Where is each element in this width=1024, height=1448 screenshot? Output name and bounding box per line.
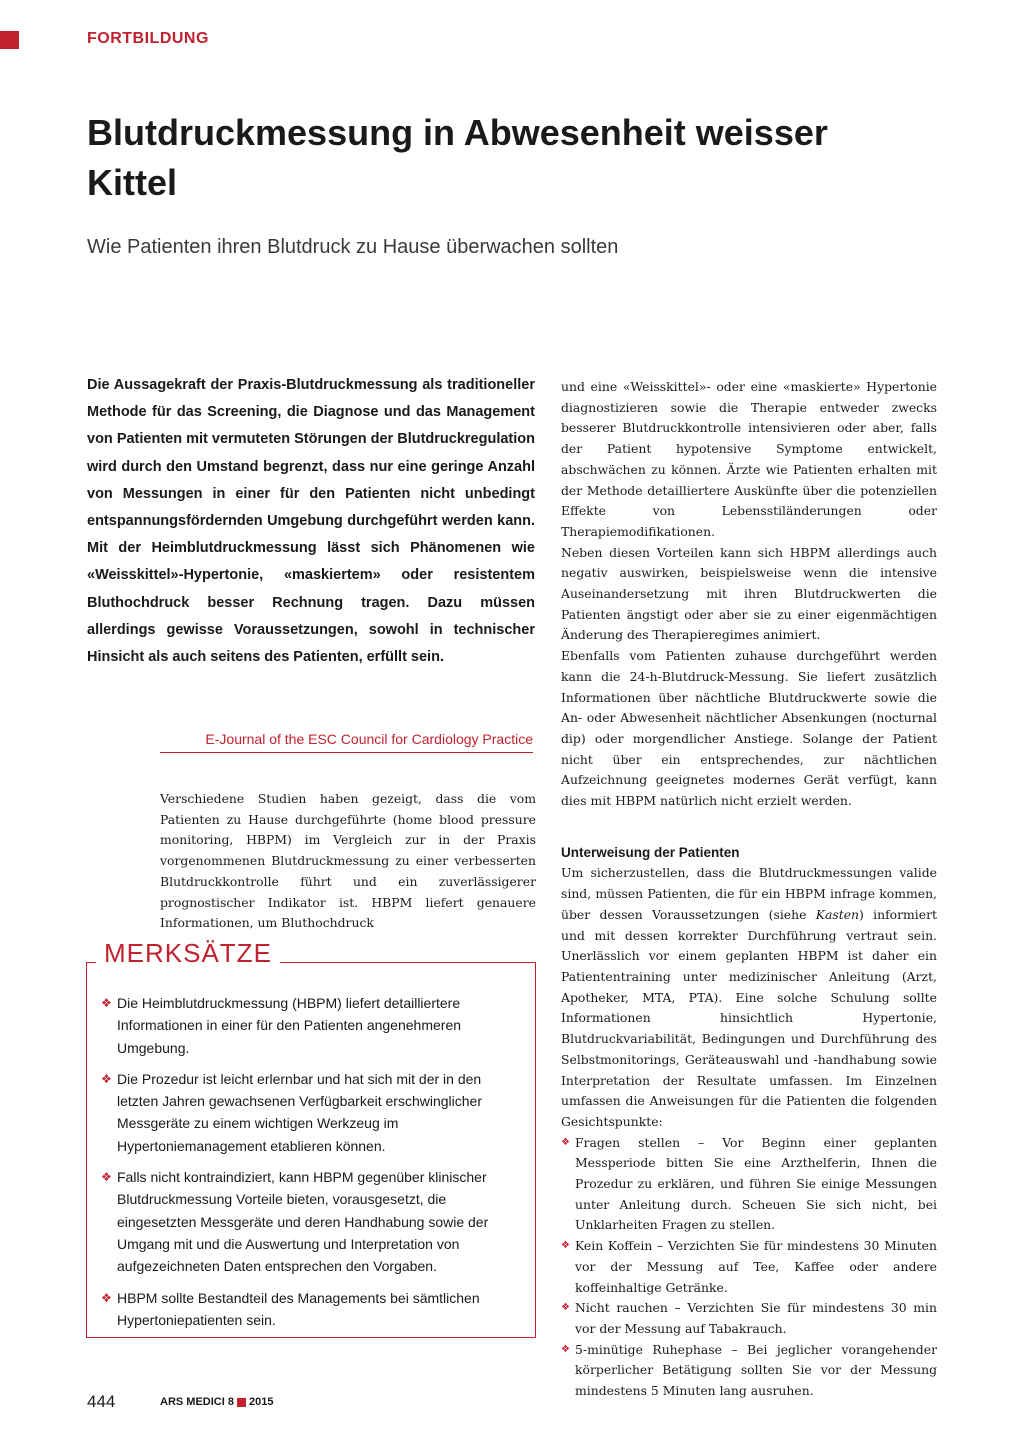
source-credit: E-Journal of the ESC Council for Cardiology Practice bbox=[160, 731, 533, 753]
merksaetze-item-text: Die Heimblutdruckmessung (HBPM) liefert detailliertere Informationen in einer für den Patienten angenehmeren Umgebung. bbox=[117, 995, 462, 1056]
article-title: Blutdruckmessung in Abwesenheit weisser Kittel bbox=[87, 112, 828, 203]
diamond-bullet-icon: ❖ bbox=[101, 1290, 112, 1305]
instruction-text: Fragen stellen – Vor Beginn einer geplanten Messperiode bitten Sie eine Arzthelferin, Ihnen die Prozedur zu erklären, und führen Sie einige Messungen unter Anleitung durch. Scheuen Sie sich nicht, bei Unklarheiten Fragen zu stellen. bbox=[575, 1134, 937, 1233]
article-subtitle: Wie Patienten ihren Blutdruck zu Hause überwachen sollten bbox=[87, 236, 619, 258]
right-body-column bbox=[561, 377, 937, 1402]
merksaetze-item-text: HBPM sollte Bestandteil des Managements bei sämtlichen Hypertoniepatienten sein. bbox=[117, 1289, 480, 1328]
diamond-bullet-icon: ❖ bbox=[561, 1240, 570, 1252]
diamond-bullet-icon: ❖ bbox=[101, 1071, 112, 1086]
diamond-bullet-icon: ❖ bbox=[561, 1343, 570, 1355]
journal-footer bbox=[160, 1396, 273, 1408]
instruction-item bbox=[561, 1236, 937, 1298]
section-marker bbox=[0, 31, 19, 49]
diamond-bullet-icon: ❖ bbox=[101, 1170, 112, 1185]
text-run: ) informiert und mit dessen korrekter Durchführung vertraut sein. Unerlässlich vor einem geplanten HBPM ist daher ein Patiententraining unter medizinischer Anleitung (Arzt, Apotheker, MTA, PTA). Eine solche Schulung sollte Informationen hinsichtlich Hypertonie, Blutdruckvariabilität, Bedingungen und Durchführung des Selbstmonitorings, Geräteauswahl und -handhabung sowie Interpretation der Resultate umfassen. Im Einzelnen umfassen die Anweisungen für die Patienten die folgenden Gesichtspunkte: bbox=[561, 906, 937, 1129]
instruction-text: Kein Koffein – Verzichten Sie für mindestens 30 Minuten vor der Messung auf Tee, Kaffee oder andere koffeinhaltige Getränke. bbox=[575, 1238, 937, 1295]
diamond-bullet-icon: ❖ bbox=[561, 1136, 570, 1148]
body-paragraph: und eine «Weisskittel»- oder eine «maskierte» Hypertonie diagnostizieren sowie die Therapie entweder zwecks besserer Blutdruckkontrolle intensivieren oder aber, falls der Patient hypotensive Symptome entwickelt, abschwächen zu können. Ärzte wie Patienten erhalten mit der Methode detailliertere Auskünfte über die potenziellen Effekte von Lebensstiländerungen oder Therapiemodifikationen. bbox=[561, 379, 937, 539]
instruction-item bbox=[561, 1133, 937, 1237]
merksaetze-item bbox=[101, 1068, 521, 1157]
section-heading: Unterweisung der Patienten bbox=[561, 844, 740, 860]
italic-reference: Kasten bbox=[815, 906, 860, 922]
merksaetze-title: MERKSÄTZE bbox=[96, 936, 280, 970]
body-paragraph: Neben diesen Vorteilen kann sich HBPM allerdings auch negativ auswirken, beispielsweise wenn die intensive Auseinandersetzung mit ihren Blutdruckwerten die Patienten ängstigt oder aber sie zu einer eigenmächtigen Änderung des Therapieregimes animiert. bbox=[561, 544, 937, 643]
journal-year: 2015 bbox=[248, 1396, 274, 1408]
instruction-item bbox=[561, 1340, 937, 1402]
merksaetze-item bbox=[101, 992, 521, 1059]
text-run: Um sicherzustellen, dass die Blutdruckmessungen valide sind, müssen Patienten, die für ein HBPM infrage kommen, über dessen Voraussetzungen (siehe bbox=[561, 865, 937, 922]
merksaetze-item bbox=[101, 1287, 521, 1332]
instruction-text: 5-minütige Ruhephase – Bei jeglicher vorangehender körperlicher Betätigung sollten Sie vor der Messung mindestens 5 Minuten lang ausruhen. bbox=[575, 1341, 937, 1399]
merksaetze-item-text: Die Prozedur ist leicht erlernbar und hat sich mit der in den letzten Jahren gewachsenen Verfügbarkeit erschwinglicher Messgeräte zu einem wichtigen Werkzeug im Hypertoniemanagement etablieren können. bbox=[117, 1070, 482, 1154]
instruction-text: Nicht rauchen – Verzichten Sie für mindestens 30 min vor der Messung auf Tabakrauch. bbox=[575, 1300, 937, 1336]
body-paragraph: Ebenfalls vom Patienten zuhause durchgeführt werden kann die 24-h-Blutdruck-Messung. Sie liefert zusätzlich Informationen über nächtliche Blutdruckwerte sowie die An- oder Abwesenheit nächtlicher Absenkungen (nocturnal dip) oder morgendlicher Anstiege. Solange der Patient nicht über ein entsprechendes, zur nächtlichen Aufzeichnung geeignetes modernes Gerät verfügt, kann dies mit HBPM natürlich nicht erzielt werden. bbox=[561, 648, 937, 809]
instruction-item bbox=[561, 1298, 937, 1339]
lead-paragraph: Die Aussagekraft der Praxis-Blutdruckmessung als traditioneller Methode für das Screening, die Diagnose und das Management von Patienten mit vermuteten Störungen der Blutdruckregulation wird durch den Umstand begrenzt, dass nur eine geringe Anzahl von Messungen in einer für den Patienten nicht unbedingt entspannungsfördernden Umgebung durchgeführt werden kann. Mit der Heimblutdruckmessung lässt sich Phänomenen wie «Weisskittel»-Hypertonie, «maskiertem» oder resistentem Bluthochdruck besser Rechnung tragen. Dazu müssen allerdings gewisse Voraussetzungen, sowohl in technischer Hinsicht als auch seitens des Patienten, erfüllt sein. bbox=[87, 377, 535, 666]
page-number: 444 bbox=[87, 1392, 116, 1411]
merksaetze-list bbox=[101, 992, 521, 1340]
diamond-bullet-icon: ❖ bbox=[101, 996, 112, 1010]
instruction-list bbox=[561, 1133, 937, 1402]
instruction-intro-paragraph bbox=[561, 863, 937, 1132]
journal-name: ARS MEDICI 8 bbox=[160, 1396, 234, 1408]
left-body-column bbox=[160, 789, 536, 934]
merksaetze-item bbox=[101, 1166, 521, 1277]
intro-paragraph: Verschiedene Studien haben gezeigt, dass die vom Patienten zu Hause durchgeführte (home blood pressure monitoring, HBPM) im Vergleich zur in der Praxis vorgenommenen Blutdruckmessung zu einer verbesserten Blutdruckkontrolle führt und ein zuverlässigerer prognostischer Indikator ist. HBPM liefert genauere Informationen, um Bluthochdruck bbox=[160, 791, 536, 931]
footer-square-icon bbox=[237, 1398, 246, 1407]
diamond-bullet-icon: ❖ bbox=[561, 1302, 570, 1314]
section-label: FORTBILDUNG bbox=[87, 30, 209, 47]
merksaetze-item-text: Falls nicht kontraindiziert, kann HBPM gegenüber klinischer Blutdruckmessung Vorteile bieten, vorausgesetzt, die eingesetzten Messgeräte und deren Handhabung sowie der Umgang mit und die Auswertung und Interpretation von aufgezeichneten Daten entsprechen den Vorgaben. bbox=[117, 1169, 489, 1275]
